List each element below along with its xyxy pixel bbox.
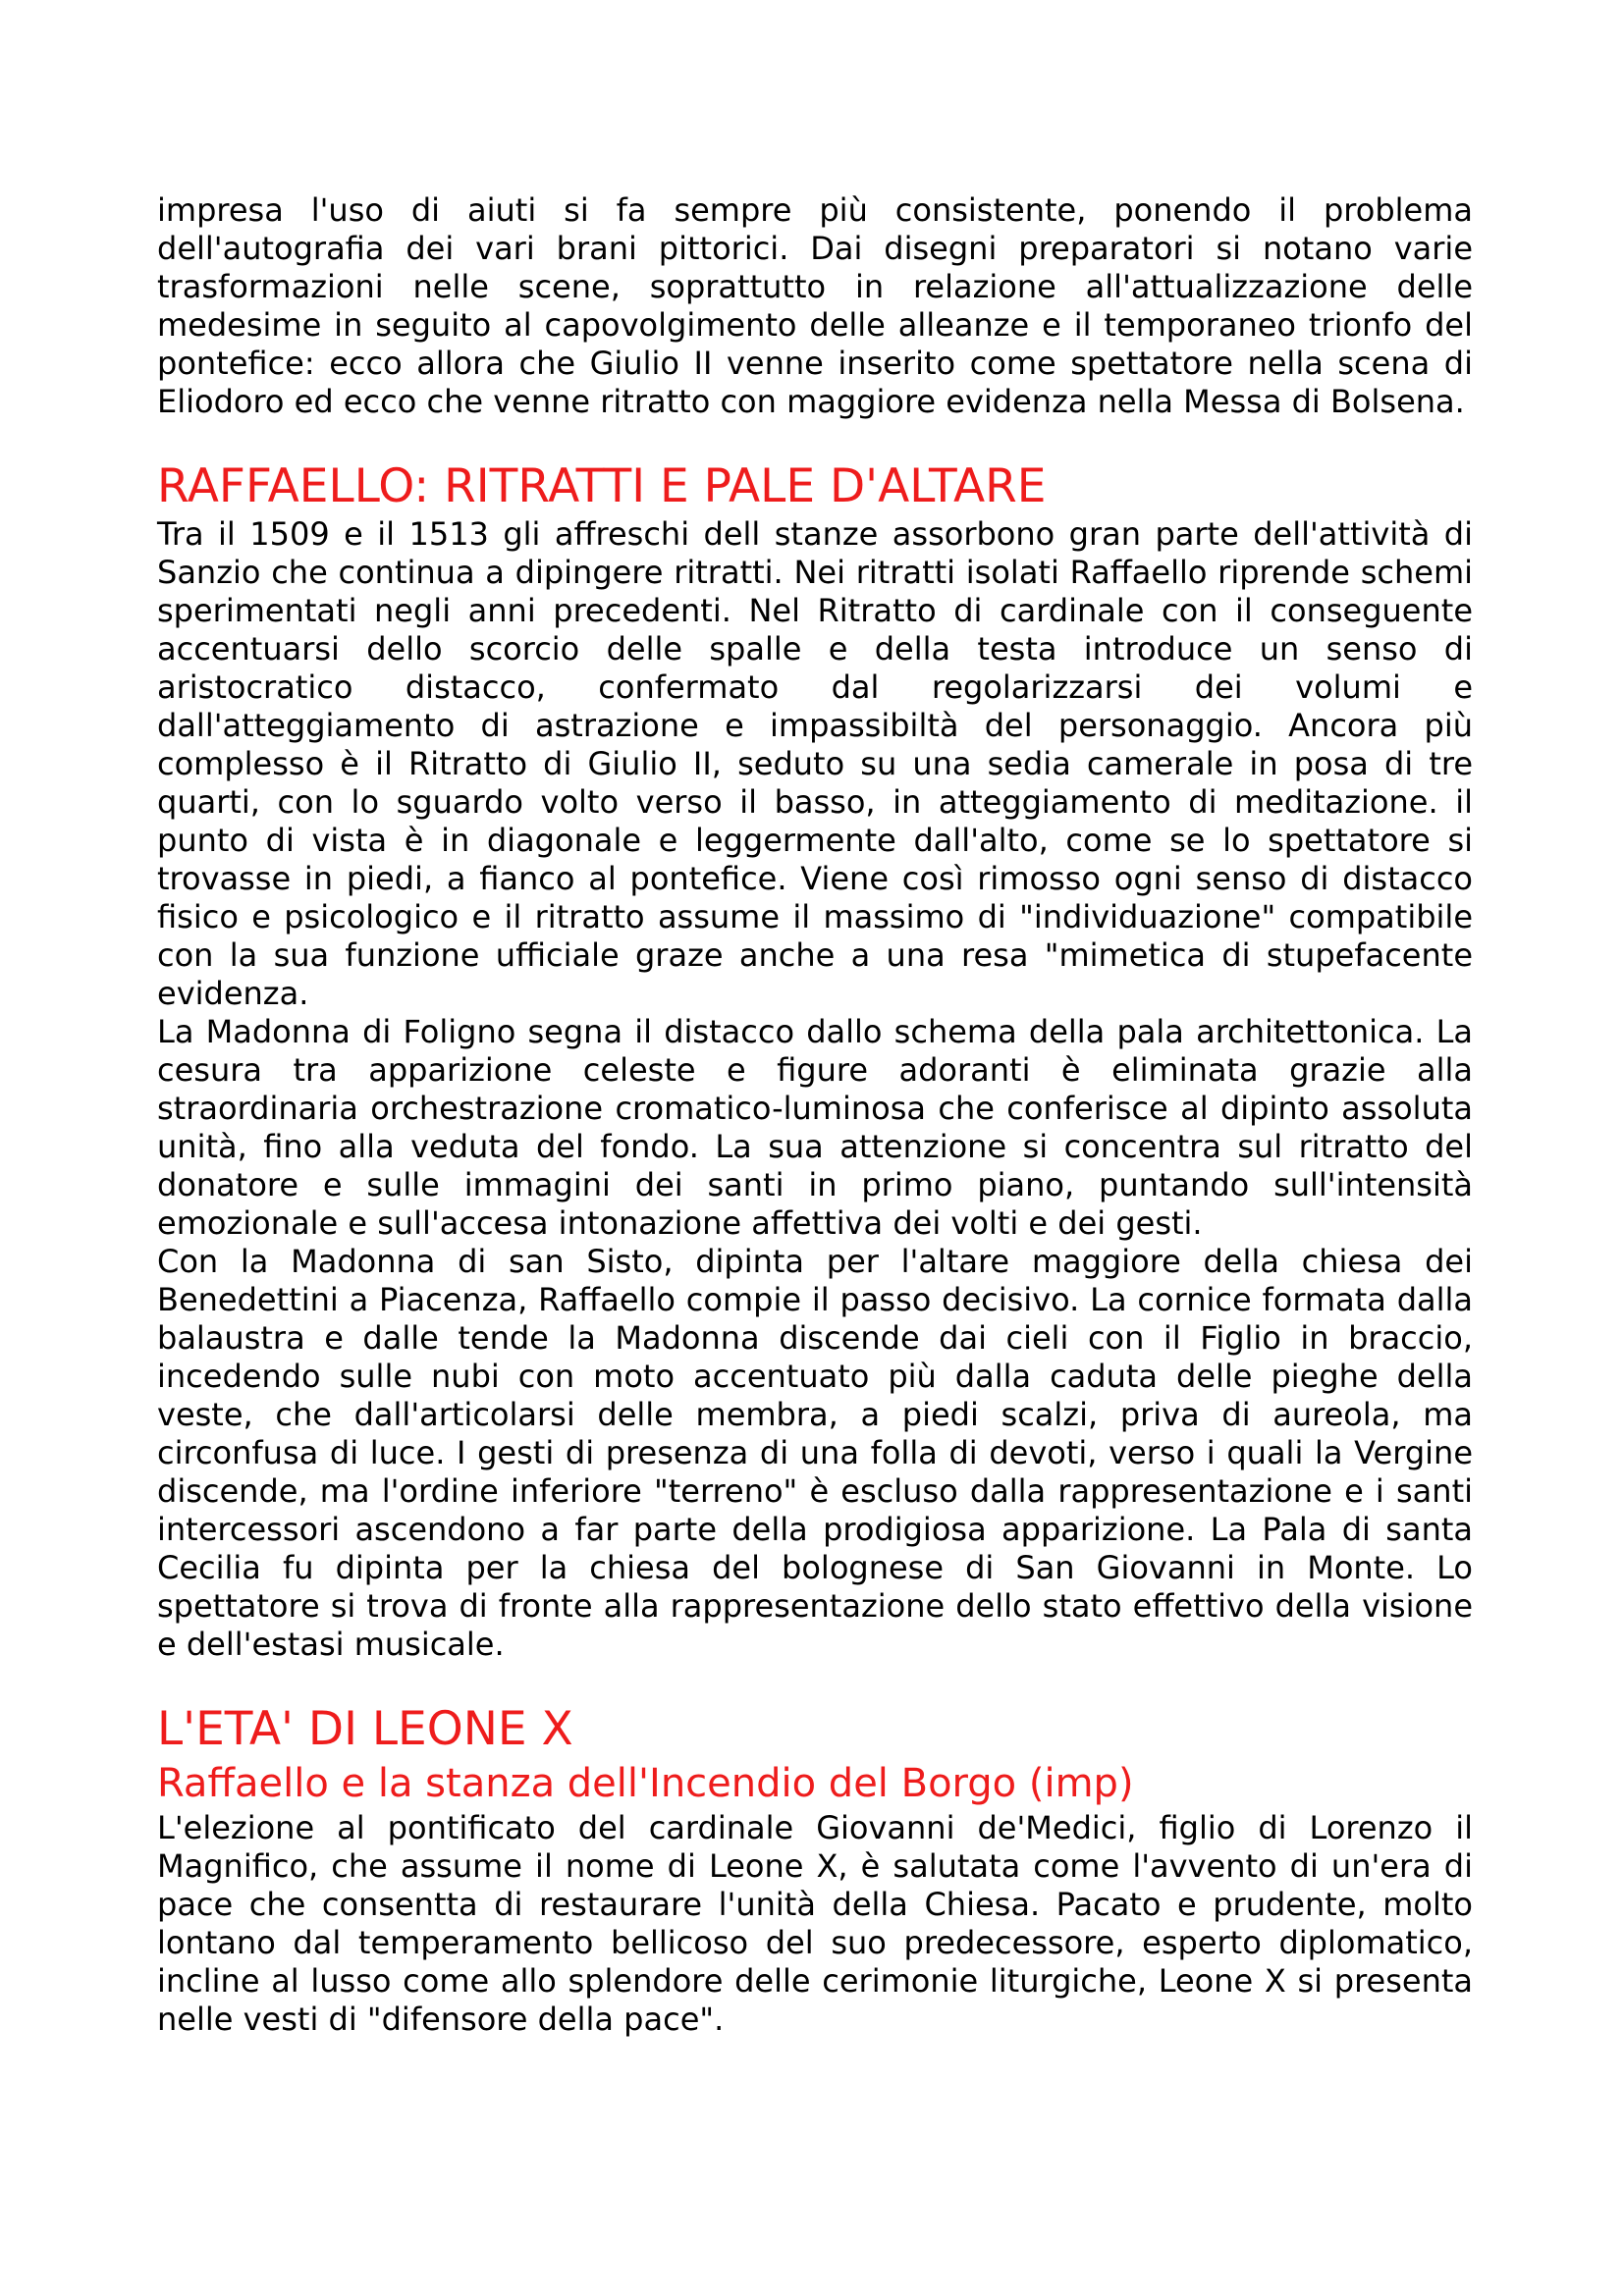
ritratti-paragraph-3: Con la Madonna di san Sisto, dipinta per l'altare maggiore della chiesa dei Benedettini a Piacenza, Raffaello compie il passo decisivo. La cornice formata dalla balaustra e dalle tende la Madonna discende dai cieli con il Figlio in braccio, incedendo sulle nubi con moto accentuato più dalla caduta delle pieghe della veste, che dall'articolarsi delle membra, a piedi scalzi, priva di aureola, ma circonfusa di luce. I gesti di presenza di una folla di devoti, verso i quali la Vergine discende, ma l'ordine inferiore "terreno" è escluso dalla rappresentazione e i santi intercessori ascendono a far parte della prodigiosa apparizione. La Pala di santa Cecilia fu dipinta per la chiesa del bolognese di San Giovanni in Monte. Lo spettatore si trova di fronte alla rappresentazione dello stato effettivo della visione e dell'estasi musicale. [157, 1243, 1473, 1663]
intro-paragraph: impresa l'uso di aiuti si fa sempre più consistente, ponendo il problema dell'autografia dei vari brani pittorici. Dai disegni preparatori si notano varie trasformazioni nelle scene, soprattutto in relazione all'attualizzazione delle medesime in seguito al capovolgimento delle alleanze e il temporaneo trionfo del pontefice: ecco allora che Giulio II venne inserito come spettatore nella scena di Eliodoro ed ecco che venne ritratto con maggiore evidenza nella Messa di Bolsena. [157, 191, 1473, 420]
section-heading-ritratti: RAFFAELLO: RITRATTI E PALE D'ALTARE [157, 459, 1047, 513]
leone-paragraph: L'elezione al pontificato del cardinale Giovanni de'Medici, figlio di Lorenzo il Magnifico, che assume il nome di Leone X, è salutata come l'avvento di un'era di pace che consentta di restaurare l'unità della Chiesa. Pacato e prudente, molto lontano dal temperamento bellicoso del suo predecessore, esperto diplomatico, incline al lusso come allo splendore delle cerimonie liturgiche, Leone X si presenta nelle vesti di "difensore della pace". [157, 1809, 1473, 2038]
section-subheading-incendio: Raffaello e la stanza dell'Incendio del Borgo (imp) [157, 1761, 1134, 1806]
ritratti-paragraph-2: La Madonna di Foligno segna il distacco dallo schema della pala architettonica. La cesura tra apparizione celeste e figure adoranti è eliminata grazie alla straordinaria orchestrazione cromatico-luminosa che conferisce al dipinto assoluta unità, fino alla veduta del fondo. La sua attenzione si concentra sul ritratto del donatore e sulle immagini dei santi in primo piano, puntando sull'intensità emozionale e sull'accesa intonazione affettiva dei volti e dei gesti. [157, 1013, 1473, 1242]
document-page [157, 191, 1473, 2039]
ritratti-paragraph-1: Tra il 1509 e il 1513 gli affreschi dell stanze assorbono gran parte dell'attività di Sanzio che continua a dipingere ritratti. Nei ritratti isolati Raffaello riprende schemi sperimentati negli anni precedenti. Nel Ritratto di cardinale con il conseguente accentuarsi dello scorcio delle spalle e della testa introduce un senso di aristocratico distacco, confermato dal regolarizzarsi dei volumi e dall'atteggiamento di astrazione e impassibiltà del personaggio. Ancora più complesso è il Ritratto di Giulio II, seduto su una sedia camerale in posa di tre quarti, con lo sguardo volto verso il basso, in atteggiamento di meditazione. il punto di vista è in diagonale e leggermente dall'alto, come se lo spettatore si trovasse in piedi, a fianco al pontefice. Viene così rimosso ogni senso di distacco fisico e psicologico e il ritratto assume il massimo di "individuazione" compatibile con la sua funzione ufficiale graze anche a una resa "mimetica di stupefacente evidenza. [157, 515, 1473, 1012]
section-heading-leone: L'ETA' DI LEONE X [157, 1702, 573, 1756]
